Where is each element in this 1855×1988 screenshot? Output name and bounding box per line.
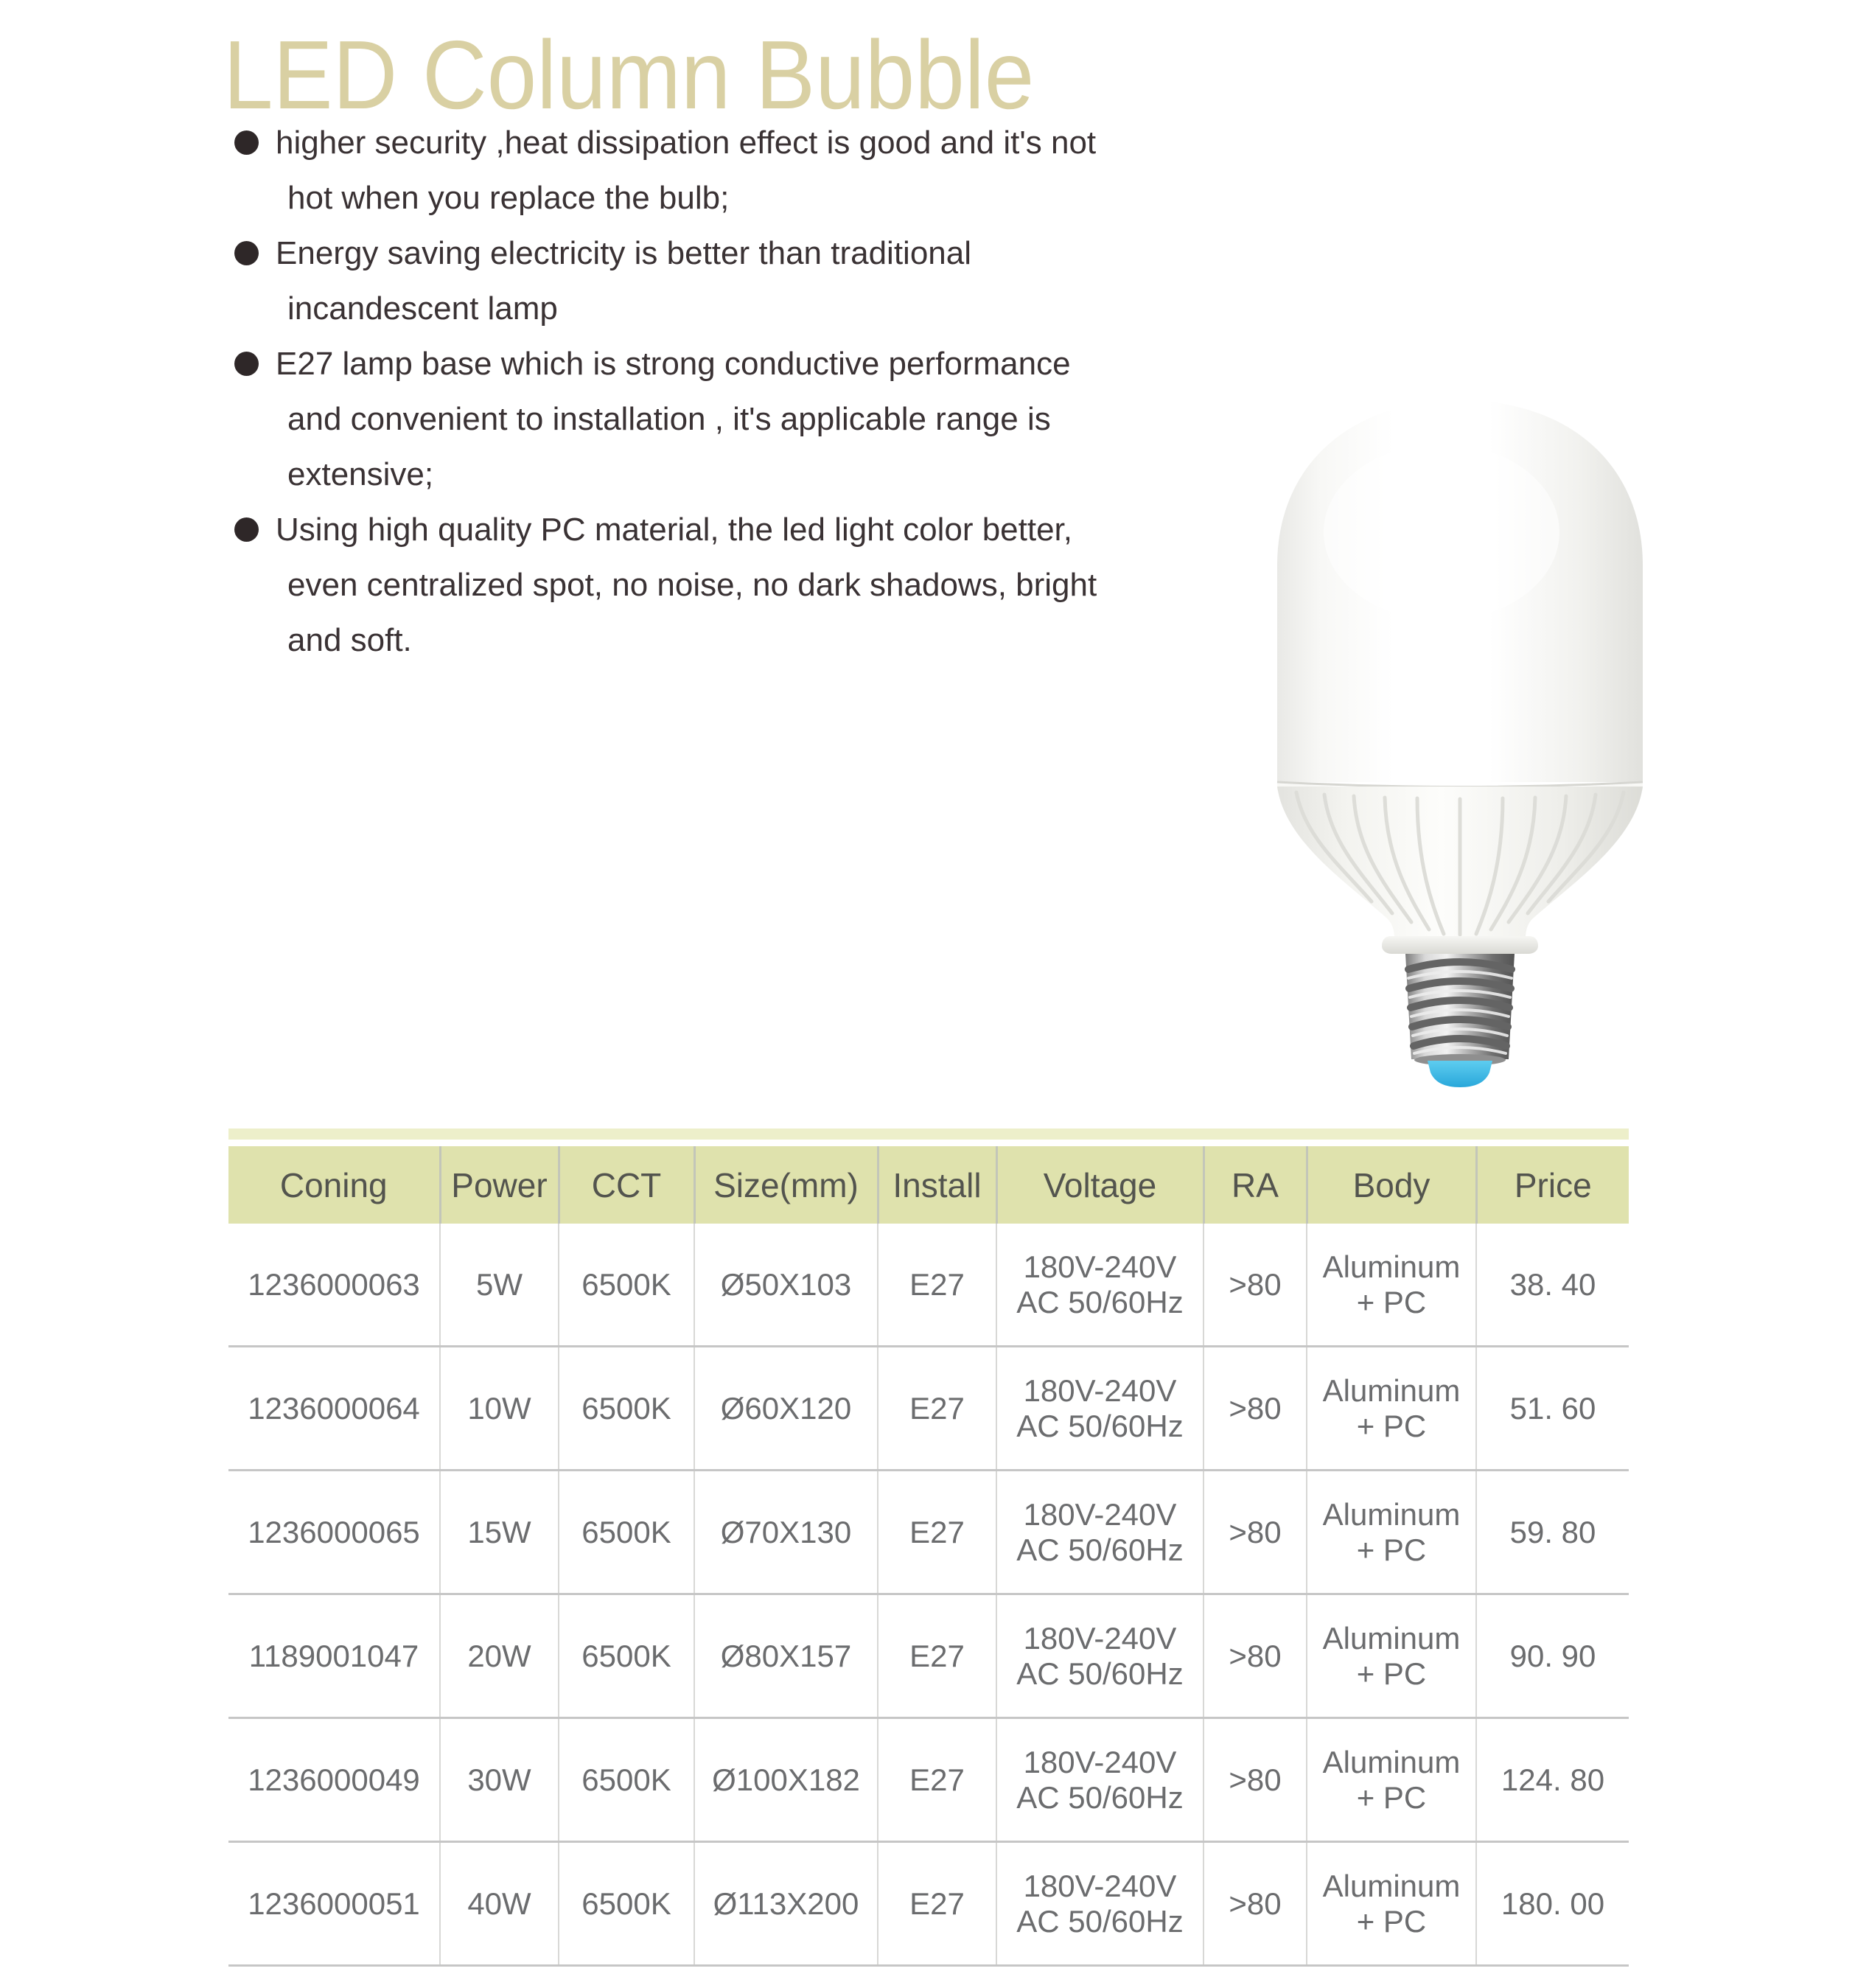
cell-cct: 6500K xyxy=(559,1718,694,1842)
feature-line: even centralized spot, no noise, no dark shadows, bright xyxy=(287,567,1097,603)
cell-size: Ø113X200 xyxy=(694,1842,878,1966)
cell-cct: 6500K xyxy=(559,1347,694,1471)
cell-ra: >80 xyxy=(1204,1224,1307,1347)
bullet-icon xyxy=(234,352,259,376)
header-size: Size(mm) xyxy=(694,1146,878,1224)
cell-size: Ø80X157 xyxy=(694,1594,878,1718)
cell-body: Aluminum + PC xyxy=(1307,1347,1476,1471)
cell-size: Ø70X130 xyxy=(694,1471,878,1594)
cell-ra: >80 xyxy=(1204,1718,1307,1842)
cell-install: E27 xyxy=(878,1718,996,1842)
cell-voltage: 180V-240V AC 50/60Hz xyxy=(996,1718,1204,1842)
cell-size: Ø50X103 xyxy=(694,1224,878,1347)
spec-table-section xyxy=(228,1129,1629,1967)
header-cct: CCT xyxy=(559,1146,694,1224)
feature-line: and soft. xyxy=(287,622,412,658)
cell-voltage: 180V-240V AC 50/60Hz xyxy=(996,1224,1204,1347)
page-title: LED Column Bubble xyxy=(223,21,1035,129)
cell-coning: 1236000049 xyxy=(228,1718,440,1842)
feature-item xyxy=(234,336,1281,502)
table-top-band xyxy=(228,1129,1629,1140)
cell-coning: 1236000063 xyxy=(228,1224,440,1347)
header-ra: RA xyxy=(1204,1146,1307,1224)
cell-cct: 6500K xyxy=(559,1224,694,1347)
cell-cct: 6500K xyxy=(559,1594,694,1718)
feature-item xyxy=(234,502,1281,668)
header-power: Power xyxy=(440,1146,559,1224)
table-row xyxy=(228,1718,1629,1842)
cell-ra: >80 xyxy=(1204,1842,1307,1966)
header-price: Price xyxy=(1476,1146,1629,1224)
feature-item xyxy=(234,115,1281,226)
cell-power: 40W xyxy=(440,1842,559,1966)
bullet-icon xyxy=(234,130,259,155)
led-bulb-illustration xyxy=(1276,396,1644,1089)
cell-body: Aluminum + PC xyxy=(1307,1471,1476,1594)
cell-coning: 1236000051 xyxy=(228,1842,440,1966)
cell-install: E27 xyxy=(878,1224,996,1347)
header-body: Body xyxy=(1307,1146,1476,1224)
cell-price: 124. 80 xyxy=(1476,1718,1629,1842)
cell-price: 90. 90 xyxy=(1476,1594,1629,1718)
header-install: Install xyxy=(878,1146,996,1224)
cell-ra: >80 xyxy=(1204,1594,1307,1718)
cell-coning: 1189001047 xyxy=(228,1594,440,1718)
cell-install: E27 xyxy=(878,1347,996,1471)
feature-line: higher security ,heat dissipation effect is good and it's not xyxy=(276,125,1097,161)
cell-install: E27 xyxy=(878,1594,996,1718)
feature-item xyxy=(234,226,1281,336)
feature-line: Using high quality PC material, the led light color better, xyxy=(276,512,1073,548)
cell-voltage: 180V-240V AC 50/60Hz xyxy=(996,1594,1204,1718)
cell-price: 180. 00 xyxy=(1476,1842,1629,1966)
cell-size: Ø60X120 xyxy=(694,1347,878,1471)
cell-coning: 1236000064 xyxy=(228,1347,440,1471)
cell-voltage: 180V-240V AC 50/60Hz xyxy=(996,1471,1204,1594)
cell-power: 15W xyxy=(440,1471,559,1594)
header-coning: Coning xyxy=(228,1146,440,1224)
cell-coning: 1236000065 xyxy=(228,1471,440,1594)
feature-line: extensive; xyxy=(287,456,434,492)
cell-price: 59. 80 xyxy=(1476,1471,1629,1594)
cell-size: Ø100X182 xyxy=(694,1718,878,1842)
table-row xyxy=(228,1842,1629,1966)
feature-line: E27 lamp base which is strong conductive performance xyxy=(276,346,1071,382)
product-image-led-bulb xyxy=(1276,396,1644,1089)
bullet-icon xyxy=(234,517,259,542)
feature-line: Energy saving electricity is better than traditional xyxy=(276,235,972,271)
cell-price: 51. 60 xyxy=(1476,1347,1629,1471)
cell-body: Aluminum + PC xyxy=(1307,1718,1476,1842)
cell-body: Aluminum + PC xyxy=(1307,1842,1476,1966)
feature-line: hot when you replace the bulb; xyxy=(287,180,730,216)
table-row xyxy=(228,1224,1629,1347)
cell-ra: >80 xyxy=(1204,1471,1307,1594)
cell-power: 30W xyxy=(440,1718,559,1842)
table-row xyxy=(228,1471,1629,1594)
cell-price: 38. 40 xyxy=(1476,1224,1629,1347)
cell-cct: 6500K xyxy=(559,1471,694,1594)
cell-power: 10W xyxy=(440,1347,559,1471)
header-voltage: Voltage xyxy=(996,1146,1204,1224)
bullet-icon xyxy=(234,241,259,265)
table-row xyxy=(228,1347,1629,1471)
feature-line: and convenient to installation , it's applicable range is xyxy=(287,401,1051,437)
cell-power: 20W xyxy=(440,1594,559,1718)
feature-line: incandescent lamp xyxy=(287,290,558,327)
cell-install: E27 xyxy=(878,1842,996,1966)
table-row xyxy=(228,1594,1629,1718)
cell-ra: >80 xyxy=(1204,1347,1307,1471)
cell-install: E27 xyxy=(878,1471,996,1594)
cell-voltage: 180V-240V AC 50/60Hz xyxy=(996,1347,1204,1471)
cell-voltage: 180V-240V AC 50/60Hz xyxy=(996,1842,1204,1966)
table-header-row xyxy=(228,1146,1629,1224)
cell-body: Aluminum + PC xyxy=(1307,1594,1476,1718)
cell-cct: 6500K xyxy=(559,1842,694,1966)
cell-body: Aluminum + PC xyxy=(1307,1224,1476,1347)
spec-table xyxy=(228,1146,1629,1967)
cell-power: 5W xyxy=(440,1224,559,1347)
feature-list xyxy=(234,115,1281,668)
